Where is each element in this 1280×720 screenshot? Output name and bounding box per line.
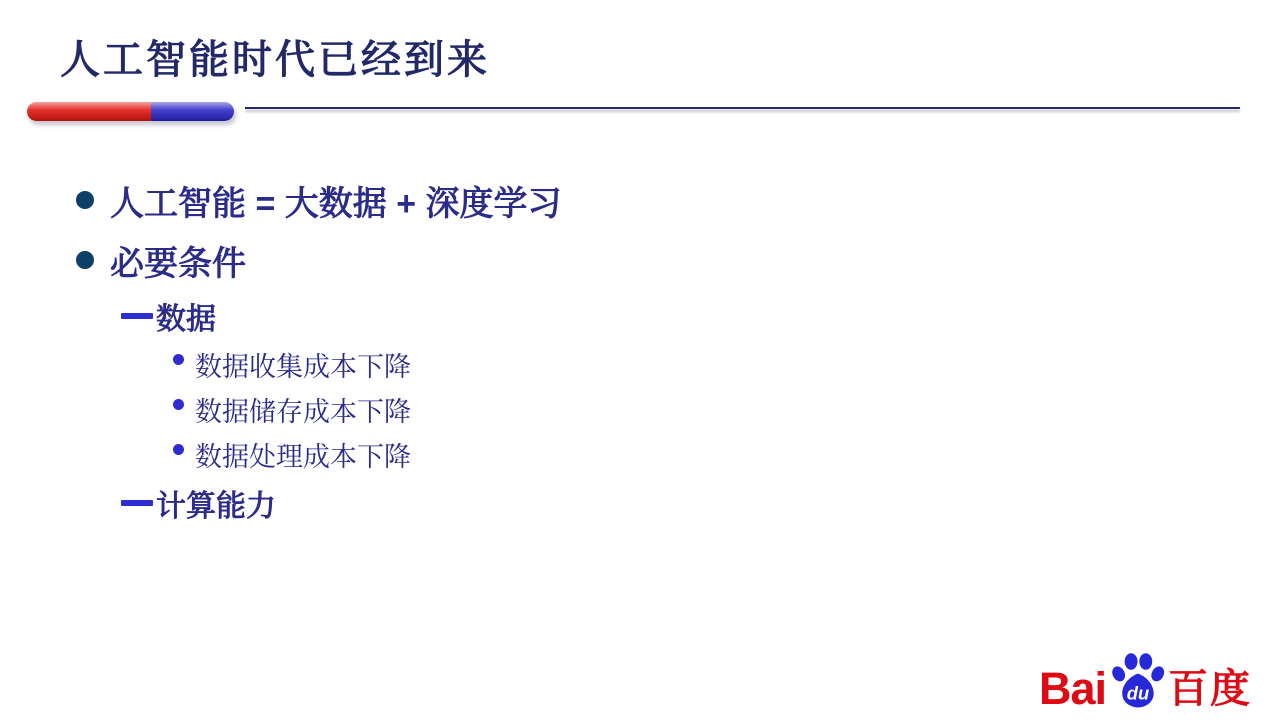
bullet-dot-icon: [173, 399, 184, 410]
baidu-paw-icon: [1109, 649, 1166, 708]
slide-outline: [76, 170, 1176, 529]
bullet-dot-icon: [173, 444, 184, 455]
bullet-dash-icon: [121, 500, 153, 506]
outline-item-level3: [76, 387, 1176, 432]
outline-item-text: 数据储存成本下降: [195, 397, 411, 427]
baidu-logo-cn-text: 百度: [1168, 667, 1252, 712]
bullet-dash-icon: [121, 313, 153, 319]
outline-item-text: 必要条件: [110, 244, 246, 283]
bullet-circle-icon: [76, 251, 94, 269]
outline-item-level1: [76, 230, 1176, 290]
title-accent-bar: [27, 102, 234, 121]
outline-item-level3: [76, 432, 1176, 477]
baidu-logo: [1038, 649, 1252, 715]
outline-item-level1: [76, 170, 1176, 230]
outline-item-text: 数据: [156, 303, 216, 336]
baidu-logo-bai-text: Bai: [1038, 663, 1106, 715]
outline-item-level2: [76, 477, 1176, 529]
baidu-logo-du-text: du: [1126, 682, 1150, 704]
outline-item-level3: [76, 342, 1176, 387]
page-title: 人工智能时代已经到来: [60, 37, 490, 82]
bullet-dot-icon: [173, 354, 184, 365]
outline-item-text: 数据收集成本下降: [195, 352, 411, 382]
outline-item-level2: [76, 290, 1176, 342]
outline-item-text: 数据处理成本下降: [195, 442, 411, 472]
outline-item-text: 人工智能 = 大数据 + 深度学习: [110, 184, 562, 223]
bullet-circle-icon: [76, 191, 94, 209]
outline-item-text: 计算能力: [156, 490, 276, 523]
title-underline: [245, 107, 1240, 109]
